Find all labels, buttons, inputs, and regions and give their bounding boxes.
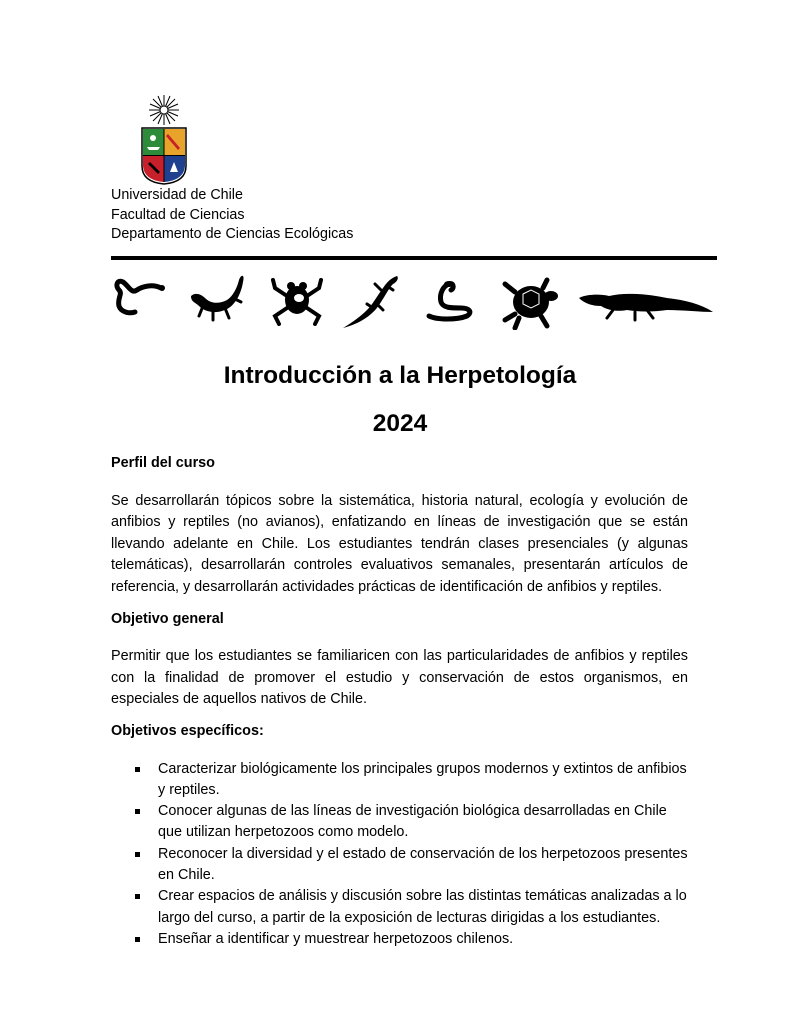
bullet-icon — [135, 809, 140, 814]
list-item — [111, 801, 688, 844]
list-item-text: Enseñar a identificar y muestrear herpetozoos chilenos. — [158, 930, 514, 947]
objectives-list — [111, 759, 688, 951]
course-title: Introducción a la Herpetología — [223, 362, 577, 389]
crocodile-icon — [577, 284, 715, 322]
list-item-text: Crear espacios de análisis y discusión sobre las distintas temáticas analizadas a lo largo del curso, a partir de la exposición de lecturas dirigidas a los estudiantes. — [158, 888, 687, 926]
animal-silhouettes-row — [111, 266, 717, 332]
section-heading-perfil: Perfil del curso — [111, 455, 215, 471]
list-item — [111, 844, 688, 887]
list-item-text: Caracterizar biológicamente los principales grupos modernos y extintos de anfibios y reptiles. — [158, 760, 687, 798]
caecilian-icon — [113, 276, 165, 316]
section-heading-objetivos-especificos: Objetivos específicos: — [111, 722, 264, 739]
list-item — [111, 929, 688, 950]
university-name: Universidad de Chile — [111, 187, 243, 203]
list-item — [111, 759, 688, 802]
list-item-text: Reconocer la diversidad y el estado de conservación de los herpetozoos presentes en Chile. — [158, 845, 688, 884]
section-heading-objetivo-general: Objetivo general — [111, 610, 224, 627]
section-body-perfil: Se desarrollarán tópicos sobre la sistemática, historia natural, ecología y evolución de anfibios y reptiles (no avianos), enfatizando en líneas de investigación que se están llevando adelante en Chile. Los estudiantes tendrán clases presenciales (y algunas telemáticas), desarrollarán controles evaluativos semanales, presentarán artículos de referencia, y desarrollarán actividades prácticas de identificación de anfibios y reptiles. — [111, 492, 688, 595]
header-divider — [111, 256, 717, 260]
section-body-objetivo-general: Permitir que los estudiantes se familiaricen con las particularidades de anfibios y reptiles con la finalidad de promover el estudio y conservación de estos organismos, en especiales de aquellos nativos de Chile. — [111, 648, 688, 708]
salamander-icon — [189, 272, 247, 322]
lizard-icon — [341, 270, 401, 330]
bullet-icon — [135, 852, 140, 857]
bullet-icon — [135, 767, 140, 772]
bullet-icon — [135, 894, 140, 899]
bullet-icon — [135, 937, 140, 942]
department-name: Departamento de Ciencias Ecológicas — [111, 226, 354, 242]
universidad-de-chile-coat-of-arms-icon — [138, 92, 190, 188]
faculty-name: Facultad de Ciencias — [111, 206, 245, 223]
institution-block — [111, 186, 353, 245]
course-year: 2024 — [372, 410, 428, 437]
turtle-icon — [501, 274, 561, 330]
snake-icon — [423, 276, 475, 324]
frog-icon — [269, 274, 325, 326]
list-item-text: Conocer algunas de las líneas de investigación biológica desarrolladas en Chile que utilizan herpetozoos como modelo. — [158, 803, 667, 841]
document-body — [111, 453, 688, 950]
list-item — [111, 886, 688, 929]
